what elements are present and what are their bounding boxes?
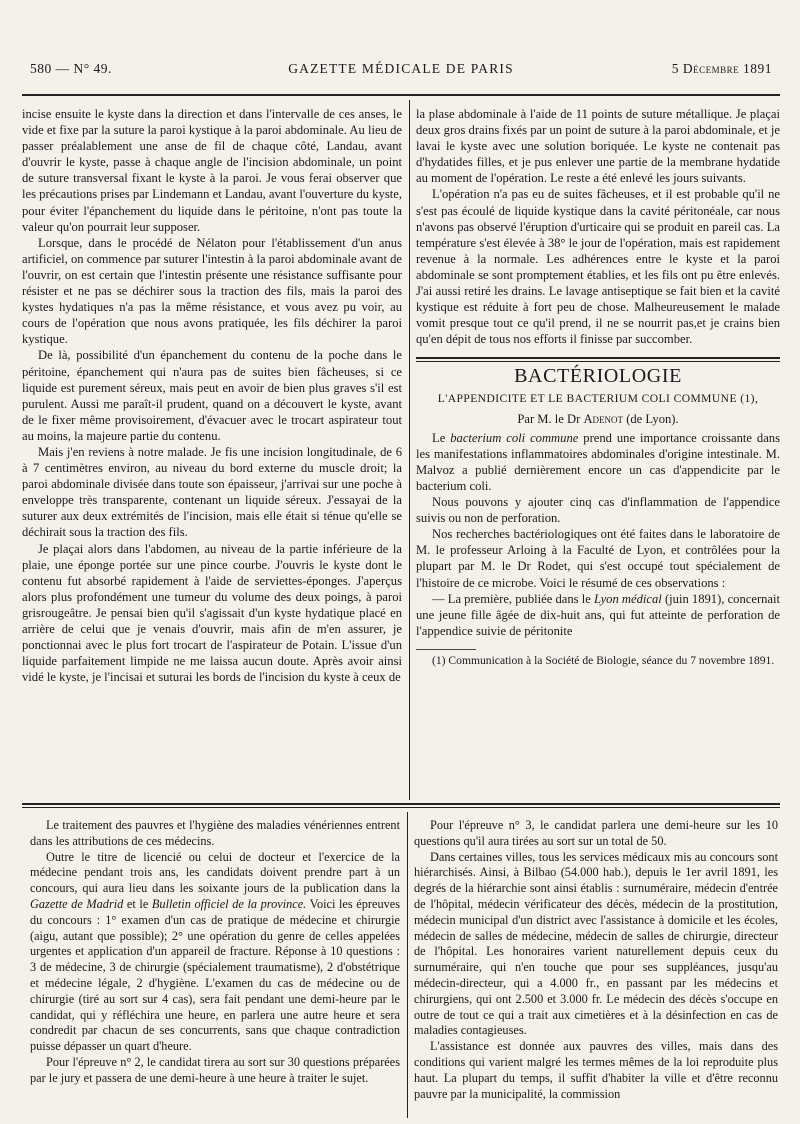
section-title: BACTÉRIOLOGIE — [514, 365, 682, 388]
feuilleton-rule — [22, 803, 780, 805]
footnote: (1) Communication à la Société de Biologie, séance du 7 novembre 1891. — [432, 653, 775, 667]
author-name: Adenot — [583, 411, 624, 426]
right-column-top — [416, 106, 780, 669]
text-run: Le — [432, 430, 451, 445]
paragraph: De là, possibilité d'un épanchement du contenu de la poche dans le péritoine, épanchement qui n'aura pas de suites bien fâcheuses, si ce liquide est purement séreux, mais peut en avoir de bien plus graves s'il est purulent. Aussi me paraît-il prudent, quand on a découvert le kyste, avant de le fixer même provisoirement, d'évacuer avec le trocart aspirateur tout au moins, la majeure partie du contenu. — [22, 348, 402, 443]
text-run: et le — [123, 896, 152, 911]
paragraph: Lorsque, dans le procédé de Nélaton pour l'établissement d'un anus artificiel, on commence par suturer l'intestin à la paroi abdominale avant de l'ouvrir, on est certain que l'intestin présente une résistance suffisante pour résister et ne pas se déchirer sous la traction des fils, mais la paroi des kystes hydatiques n'a pas la même résistance, et vous avez pu voir, au cours de l'opération que nous avons pratiquée, les fils déchirer la paroi kystique. — [22, 235, 402, 347]
footnote-rule — [416, 649, 476, 650]
italic-run: Gazette de Madrid — [30, 896, 124, 911]
paragraph: Dans certaines villes, tous les services médicaux mis au concours sont hiérarchisés. Ainsi, à Bilbao (54.000 hab.), depuis le 1er avril 1891, les degrés de la hiérarchie sont ainsi établis : surnuméraire, médecin d'entrée de l'hôpital, médecin vérificateur des décès, médecin de la prostitution, médecin municipal d'un district avec l'assistance à domicile et les écoles, médecin de salles de médecine, médecin de salles de chirurgie, directeur de l'hôpital. Les honoraires varient naturellement depuis ceux du surnuméraire, qui n'en touche que pour ses suppléances, jusqu'au médecin-directeur, qui a 4.000 fr., en passant par les médecins et chirurgiens, qui ont 2.500 et 3.000 fr. Le médecin des décès s'occupe en outre de tout ce qui a trait aux cimetières et à la désinfection en cas de maladies contagieuses. — [414, 849, 778, 1038]
feuilleton-rule-thin — [22, 807, 780, 808]
text-run: Outre le titre de licencié ou celui de docteur et l'exercice de la médecine pendant trois ans, les candidats doivent prendre part à un concours, qui aura lieu dans les soixante jours de la publication dans la — [30, 849, 400, 896]
page-header — [30, 61, 772, 83]
column-divider-top — [409, 100, 410, 800]
paragraph: Pour l'épreuve n° 3, le candidat parlera une demi-heure sur les 10 questions qu'il aura tirées au sort sur un total de 50. — [414, 818, 778, 848]
section-rule — [416, 357, 780, 359]
italic-run: bacterium coli commune — [450, 430, 579, 445]
paragraph — [30, 850, 400, 1055]
paragraph: incise ensuite le kyste dans la direction et dans l'intervalle de ces anses, le vide et fixe par la suture la paroi kystique à la paroi abdominale. Au lieu de passer préalablement une anse de fil de chaque côté, Landau, avant d'ouvrir le kyste, passe à chaque angle de l'incision abdominale, un point de suture transversal fixant le kyste à la paroi. Je vous ferai observer que les précautions prises par Lindemann et Landau, avant l'ouverture du kyste, pour éviter l'épanchement du liquide dans le péritoine, n'ont pas toute la valeur qu'on pourrait leur supposer. — [22, 107, 402, 234]
paragraph: Pour l'épreuve n° 2, le candidat tirera au sort sur 30 questions préparées par le jury et passera de une demi-heure à une heure à traiter le sujet. — [30, 1054, 400, 1085]
issue-date: 5 Décembre 1891 — [671, 61, 772, 76]
text-run: — La première, publiée dans le — [432, 591, 594, 606]
paragraph: Mais j'en reviens à notre malade. Je fis une incision longitudinale, de 6 à 7 centimètres environ, au niveau du bord externe du muscle droit; la paroi abdominale divisée dans toute son épaisseur, j'arrivai sur une poche à enveloppe très transparente, contenant un liquide séreux. J'essayai de la suturer aux deux extrémités de l'incision, mais elle était si ténue qu'elle se déchirait sous la traction des fils. — [22, 444, 402, 540]
column-divider-bottom — [407, 812, 408, 1118]
text-run: (juin 1891), concernait une jeune fille âgée de dix-huit ans, qui fut atteinte de perforation de l'appendice suivie de péritonite — [416, 591, 781, 638]
paragraph: L'assistance est donnée aux pauvres des villes, mais dans des conditions qui varient malgré les termes mêmes de la loi reproduite plus haut. La plupart du temps, il suffit d'habiter la ville et d'être reconnu pauvre par la municipalité, la commission — [414, 1039, 778, 1101]
paragraph — [416, 430, 780, 494]
paragraph — [416, 591, 780, 639]
text-run: Voici les épreuves du concours : 1° examen d'un cas de pratique de médecine et chirurgie (aigu, autant que possible); 2° une opération du genre de celles appelées urgentes et application d'un appareil de fracture. Réponse à 10 questions : 3 de médecine, 3 de chirurgie (spécialement traumatisme), 2 d'obstétrique et médecine légale, 2 d'hygiène. L'examen du cas de médecine ou de chirurgie (tiré au sort sur 4 cas), sera fait pendant une demi-heure par le candidat, qui y réfléchira une heure, en parlera une autre heure et sera condredit par chacun de ses concurrents, sans que chaque contradiction puisse dépasser un quart d'heure. — [30, 896, 400, 1054]
paragraph: Je plaçai alors dans l'abdomen, au niveau de la partie inférieure de la plaie, une éponge portée sur une pince courbe. J'ouvris le kyste dont le contenu fut absorbé rapidement à l'aide de serviettes-éponges. J'aperçus alors plus profondément une tumeur du volume des deux poings, à paroi grisrougeâtre. Je pensai bien qu'il s'agissait d'un kyste hydatique placé en arrière de celui que je venais d'ouvrir, mais afin de m'en assurer, je ponctionnai avec le plus fort trocart de l'aspirateur de Potain. L'issue d'un liquide parfaitement limpide ne me laissa aucun doute. Après avoir ainsi vidé le kyste, je l'incisai et suturai les bords de l'incision du kyste à ceux de — [22, 541, 402, 685]
paragraph: Nos recherches bactériologiques ont été faites dans le laboratoire de M. le professeur Arloing à la Faculté de Lyon, et contrôlées pour la plupart par M. le Dr Rodet, qui s'est occupé tout spécialement de l'histoire de ce microbe. Voici le résumé de ces observations : — [416, 527, 780, 590]
paragraph: L'opération n'a pas eu de suites fâcheuses, et il est probable qu'il ne s'est pas écoulé de liquide kystique dans la cavité péritonéale, car nous n'avons pas observé l'éruption d'urticaire qui se produit en pareil cas. La température s'est élevée à 38° le jour de l'opération, mais est rapidement revenue à la normale. Les adhérences entre le kyste et la paroi abdominale se sont promptement établies, et les fils ont pu être enlevés. J'ai aussi retiré les drains. Le lavage antiseptique se fait bien et la cavité kystique est réduite à fort peu de chose. Malheureusement le malade vomit presque tout ce qu'il prend, il ne se nourrit pas,et je crains bien qu'en dépit de tous nos efforts il finisse par succomber. — [416, 187, 780, 347]
journal-title: GAZETTE MÉDICALE DE PARIS — [288, 61, 514, 76]
italic-run: Lyon médical — [593, 591, 662, 606]
paragraph: Le traitement des pauvres et l'hygiène des maladies vénériennes entrent dans les attributions de ces médecins. — [30, 818, 400, 848]
text-run: prend une importance croissante dans les manifestations inflammatoires abdominales d'origine intestinale. M. Malvoz a publié dernièrement encore un cas d'appendicite par le bacterium coli. — [416, 430, 780, 493]
section-rule-thin — [416, 361, 780, 362]
author-suffix: (de Lyon). — [623, 411, 679, 426]
paragraph: la plase abdominale à l'aide de 11 points de suture métallique. Je plaçai deux gros drains fixés par un point de suture à la paroi abdominale, et je lavai le kyste avec une solution boriquée. Le kyste ne contenait pas d'hydatides filles, et je pus enlever une partie de la membrane hydatide au moment de l'opération. Le reste a été enlevé les jours suivants. — [416, 107, 780, 186]
right-column-bottom — [414, 818, 778, 1102]
article-title: L'APPENDICITE ET LE BACTERIUM COLI COMMUNE (1), — [437, 391, 759, 405]
article-author — [416, 411, 780, 427]
page-number: 580 — N° 49. — [30, 61, 112, 76]
left-column-bottom — [30, 818, 400, 1087]
paragraph: Nous pouvons y ajouter cinq cas d'inflammation de l'appendice suivis ou non de perforation. — [416, 495, 780, 526]
italic-run: Bulletin officiel de la province. — [151, 896, 307, 911]
header-rule — [22, 94, 780, 96]
author-prefix: Par M. le Dr — [517, 411, 584, 426]
left-column-top — [22, 106, 402, 685]
